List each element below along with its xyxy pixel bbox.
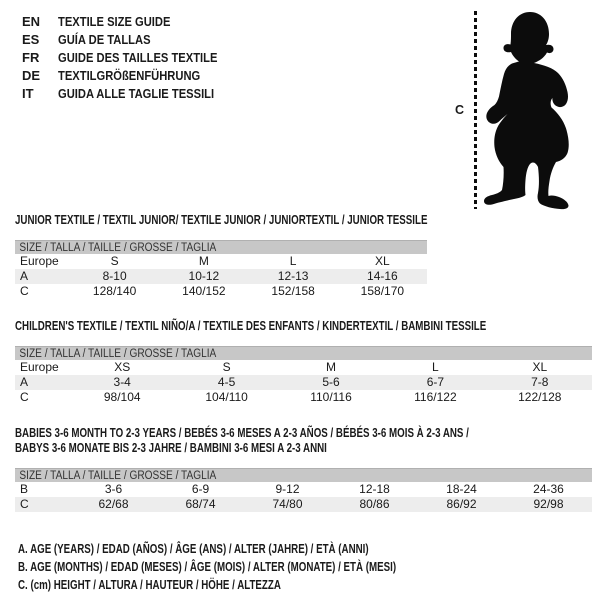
cell-value: 8-10 bbox=[102, 269, 127, 283]
cell-value: XL bbox=[532, 360, 548, 374]
row-label: C bbox=[20, 284, 29, 298]
table-row bbox=[15, 497, 592, 512]
footnote: A. AGE (YEARS) / EDAD (AÑOS) / ÂGE (ANS) / ALTER (JAHRE) / ETÀ (ANNI) bbox=[18, 542, 369, 556]
cell-value: 140/152 bbox=[182, 284, 226, 298]
table-title-line: BABYS 3-6 MONATE BIS 2-3 JAHRE / BAMBINI 3-6 MESI A 2-3 ANNI bbox=[15, 441, 327, 455]
size-table bbox=[15, 319, 592, 405]
language-row bbox=[22, 13, 243, 31]
cell-value: M bbox=[325, 360, 336, 374]
language-row bbox=[22, 49, 243, 67]
cell-value: 74/80 bbox=[272, 497, 303, 511]
cell-value: L bbox=[289, 254, 297, 268]
footnote: B. AGE (MONTHS) / EDAD (MESES) / ÂGE (MOIS) / ALTER (MONATE) / ETÀ (MESI) bbox=[18, 560, 397, 574]
cell-value: S bbox=[222, 360, 231, 374]
cell-value: 14-16 bbox=[367, 269, 398, 283]
row-label: A bbox=[20, 375, 29, 389]
row-label: Europe bbox=[20, 360, 59, 374]
language-code: IT bbox=[22, 86, 34, 101]
cell-value: 6-9 bbox=[191, 482, 210, 496]
cell-value: 5-6 bbox=[322, 375, 340, 389]
language-title-list bbox=[22, 13, 243, 103]
table-row bbox=[15, 375, 592, 390]
language-row bbox=[22, 67, 243, 85]
row-label: B bbox=[20, 482, 29, 496]
cell-value: 68/74 bbox=[185, 497, 216, 511]
size-header-band bbox=[15, 346, 592, 360]
cell-value: 86/92 bbox=[446, 497, 477, 511]
table-row bbox=[15, 482, 592, 497]
cell-value: 110/116 bbox=[310, 390, 352, 404]
language-title: GUÍA DE TALLAS bbox=[58, 32, 151, 47]
cell-value: XL bbox=[375, 254, 390, 268]
size-table bbox=[15, 213, 427, 299]
cell-value: 7-8 bbox=[531, 375, 549, 389]
cell-value: 104/110 bbox=[205, 390, 248, 404]
language-code: FR bbox=[22, 50, 40, 65]
cell-value: XS bbox=[114, 360, 131, 374]
table-row bbox=[15, 269, 427, 284]
size-header-text: SIZE / TALLA / TAILLE / GRÖSSE / TAGLIA bbox=[19, 470, 217, 482]
cell-value: 24-36 bbox=[533, 482, 564, 496]
size-table bbox=[15, 426, 592, 512]
cell-value: S bbox=[110, 254, 119, 268]
height-measure-line bbox=[474, 11, 477, 209]
cell-value: 12-13 bbox=[277, 269, 309, 283]
cell-value: 122/128 bbox=[518, 390, 562, 404]
cell-value: 12-18 bbox=[359, 482, 390, 496]
cell-value: 152/158 bbox=[271, 284, 315, 298]
row-label: C bbox=[20, 497, 29, 511]
table-row bbox=[15, 254, 427, 269]
cell-value: 3-4 bbox=[113, 375, 131, 389]
language-title: TEXTILE SIZE GUIDE bbox=[58, 14, 171, 29]
row-label: Europe bbox=[20, 254, 59, 268]
table-row bbox=[15, 360, 592, 375]
cell-value: 6-7 bbox=[426, 375, 445, 389]
table-title bbox=[15, 426, 592, 456]
height-measure-label: C bbox=[455, 103, 465, 117]
table-title-line: JUNIOR TEXTILE / TEXTIL JUNIOR/ TEXTILE JUNIOR / JUNIORTEXTIL / JUNIOR TESSILE bbox=[15, 213, 428, 227]
cell-value: 10-12 bbox=[188, 269, 220, 283]
table-row bbox=[15, 284, 427, 299]
cell-value: 116/122 bbox=[414, 390, 457, 404]
language-title: GUIDE DES TAILLES TEXTILE bbox=[58, 50, 218, 65]
cell-value: 62/68 bbox=[98, 497, 129, 511]
language-code: EN bbox=[22, 14, 41, 29]
cell-value: 18-24 bbox=[446, 482, 477, 496]
language-code: ES bbox=[22, 32, 40, 47]
size-header-text: SIZE / TALLA / TAILLE / GRÖSSE / TAGLIA bbox=[19, 348, 217, 360]
language-row bbox=[22, 31, 243, 49]
size-tables bbox=[15, 213, 592, 532]
cell-value: 3-6 bbox=[104, 482, 123, 496]
footnotes bbox=[18, 540, 503, 594]
table-title bbox=[15, 319, 592, 334]
cell-value: 158/170 bbox=[360, 284, 405, 298]
language-code: DE bbox=[22, 68, 41, 83]
toddler-silhouette-icon bbox=[481, 9, 573, 211]
table-row bbox=[15, 390, 592, 405]
table-title bbox=[15, 213, 427, 228]
table-title-line: BABIES 3-6 MONTH TO 2-3 YEARS / BEBÉS 3-6 MESES A 2-3 AÑOS / BÉBÉS 3-6 MOIS À 2-3 ANS / bbox=[15, 426, 469, 440]
size-header-band bbox=[15, 468, 592, 482]
table-title-line: CHILDREN'S TEXTILE / TEXTIL NIÑO/A / TEXTILE DES ENFANTS / KINDERTEXTIL / BAMBINI TESSILE bbox=[15, 319, 487, 333]
language-title: GUIDA ALLE TAGLIE TESSILI bbox=[58, 86, 215, 101]
cell-value: 9-12 bbox=[275, 482, 300, 496]
cell-value: 128/140 bbox=[92, 284, 137, 298]
row-label: A bbox=[20, 269, 29, 283]
language-row bbox=[22, 85, 243, 103]
cell-value: L bbox=[432, 360, 439, 374]
footnote: C. (cm) HEIGHT / ALTURA / HAUTEUR / HÖHE / ALTEZZA bbox=[18, 578, 281, 592]
size-header-band bbox=[15, 240, 427, 254]
cell-value: 80/86 bbox=[359, 497, 390, 511]
language-title: TEXTILGRÖßENFÜHRUNG bbox=[58, 68, 201, 83]
cell-value: 4-5 bbox=[217, 375, 236, 389]
row-label: C bbox=[20, 390, 29, 404]
cell-value: 92/98 bbox=[533, 497, 564, 511]
size-header-text: SIZE / TALLA / TAILLE / GRÖSSE / TAGLIA bbox=[19, 242, 217, 254]
cell-value: M bbox=[198, 254, 209, 268]
cell-value: 98/104 bbox=[103, 390, 141, 404]
